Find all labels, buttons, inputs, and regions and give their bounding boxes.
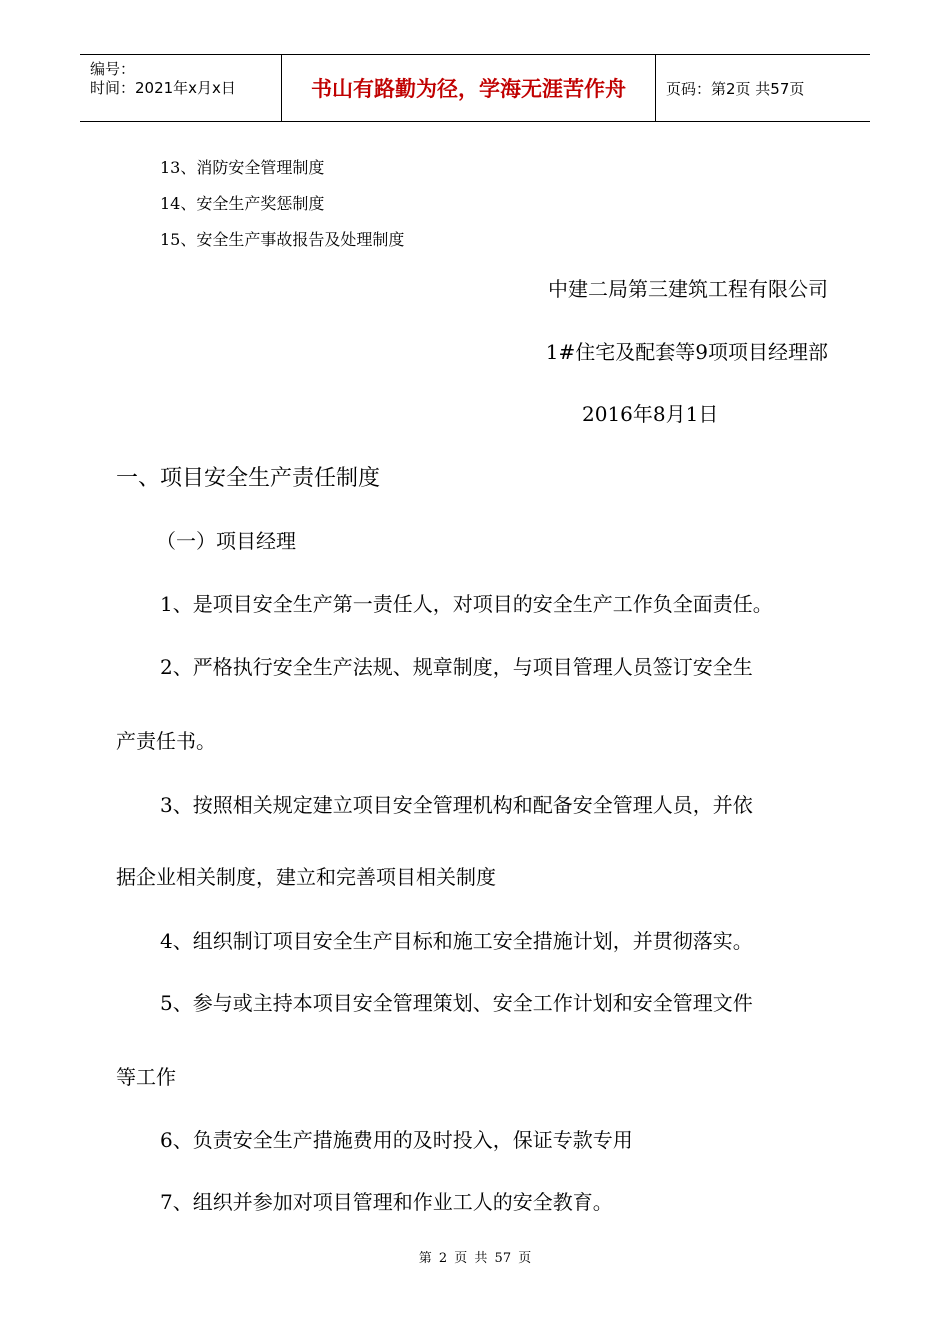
page-footer: 第 2 页 共 57 页 <box>418 1251 532 1266</box>
signature-date: 2016年8月1日 <box>582 402 719 426</box>
paragraph-line: 2、严格执行安全生产法规、规章制度，与项目管理人员签订安全生 <box>160 655 753 679</box>
signature-department: 1#住宅及配套等9项项目经理部 <box>545 340 828 364</box>
header-motto: 书山有路勤为径，学海无涯苦作舟 <box>282 55 656 121</box>
document-number-label: 编号： <box>90 60 136 78</box>
paragraph-line: 等工作 <box>116 1065 176 1089</box>
paragraph-line: 6、负责安全生产措施费用的及时投入，保证专款专用 <box>160 1128 633 1152</box>
paragraph-line: 3、按照相关规定建立项目安全管理机构和配备安全管理人员，并依 <box>160 793 753 817</box>
document-time-label: 时间：2021年x月x日 <box>90 79 236 97</box>
paragraph-line: 产责任书。 <box>116 729 216 753</box>
signature-company: 中建二局第三建筑工程有限公司 <box>548 277 828 301</box>
toc-item: 14、安全生产奖惩制度 <box>160 194 325 213</box>
section-title: 一、项目安全生产责任制度 <box>116 466 381 491</box>
subsection-title: （一）项目经理 <box>156 529 296 553</box>
header-page-number: 页码：第2页 共57页 <box>666 79 805 98</box>
header-meta <box>80 55 282 121</box>
paragraph-line: 据企业相关制度，建立和完善项目相关制度 <box>116 865 496 889</box>
paragraph-line: 7、组织并参加对项目管理和作业工人的安全教育。 <box>160 1190 613 1214</box>
paragraph-line: 4、组织制订项目安全生产目标和施工安全措施计划，并贯彻落实。 <box>160 929 753 953</box>
paragraph-line: 1、是项目安全生产第一责任人，对项目的安全生产工作负全面责任。 <box>160 592 773 616</box>
toc-item: 15、安全生产事故报告及处理制度 <box>160 230 405 249</box>
paragraph-line: 5、参与或主持本项目安全管理策划、安全工作计划和安全管理文件 <box>160 991 753 1015</box>
toc-item: 13、消防安全管理制度 <box>160 158 325 177</box>
page-header <box>80 54 870 122</box>
